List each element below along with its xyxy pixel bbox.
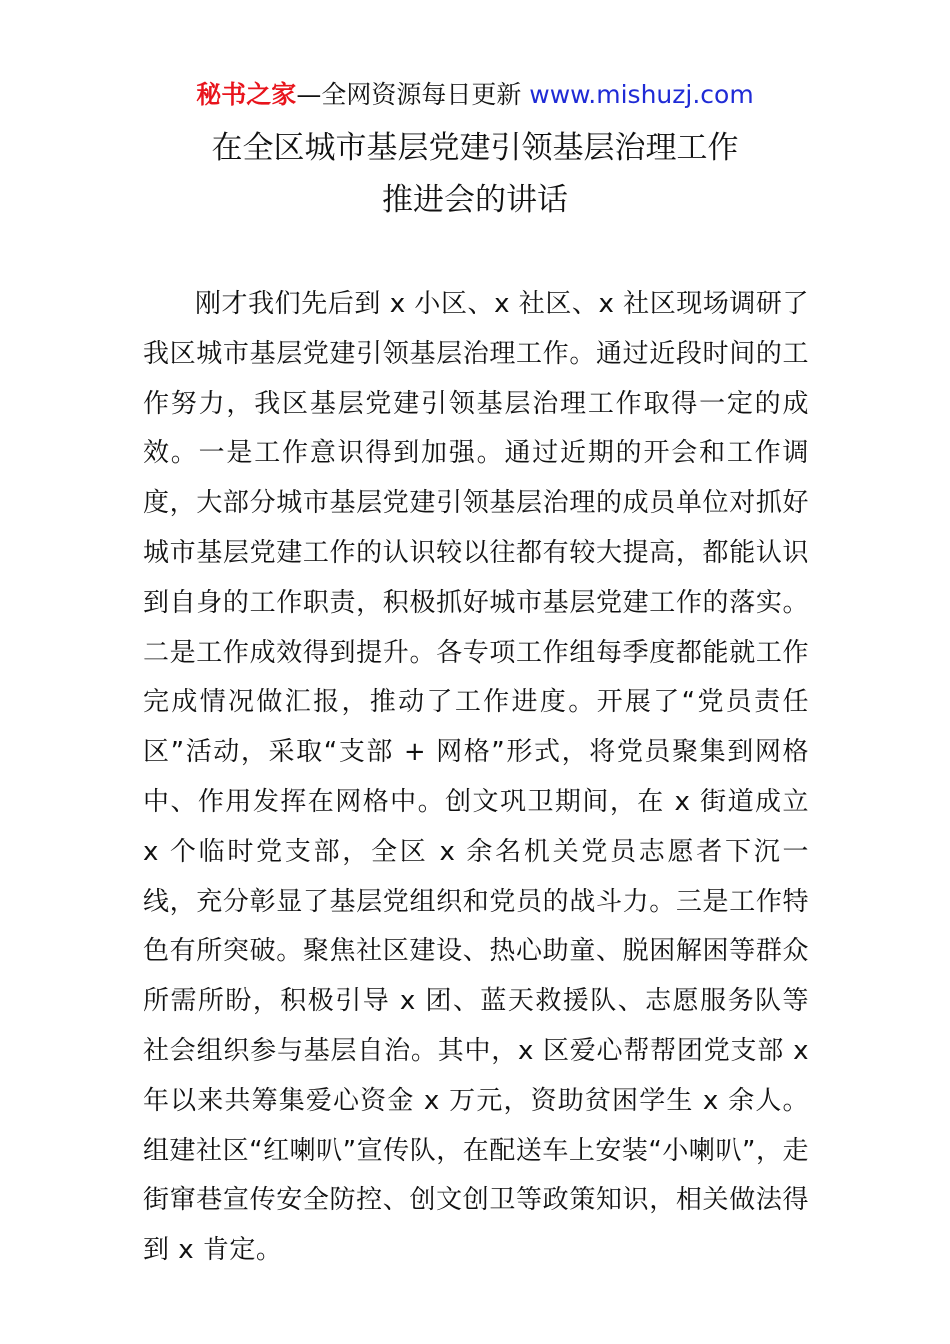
brand-name: 秘书之家 bbox=[196, 80, 297, 109]
header-tagline: —全网资源每日更新 bbox=[296, 80, 530, 109]
document-title-line-2: 推进会的讲话 bbox=[382, 182, 568, 218]
site-header bbox=[0, 78, 950, 112]
site-url[interactable]: www.mishuzj.com bbox=[529, 80, 754, 109]
document-title-line-1: 在全区城市基层党建引领基层治理工作 bbox=[211, 130, 739, 166]
body-paragraph: 刚才我们先后到 x 小区、x 社区、x 社区现场调研了我区城市基层党建引领基层治理工作。通过近段时间的工作努力，我区基层党建引领基层治理工作取得一定的成效。一是工作意识得到加强。通过近期的开会和工作调度，大部分城市基层党建引领基层治理的成员单位对抓好城市基层党建工作的认识较以往都有较大提高，都能认识到自身的工作职责，积极抓好城市基层党建工作的落实。二是工作成效得到提升。各专项工作组每季度都能就工作完成情况做汇报，推动了工作进度。开展了“党员责任区”活动，采取“支部 + 网格”形式，将党员聚集到网格中、作用发挥在网格中。创文巩卫期间，在 x 街道成立 x 个临时党支部，全区 x 余名机关党员志愿者下沉一线，充分彰显了基层党组织和党员的战斗力。三是工作特色有所突破。聚焦社区建设、热心助童、脱困解困等群众所需所盼，积极引导 x 团、蓝天救援队、志愿服务队等社会组织参与基层自治。其中，x 区爱心帮帮团党支部 x 年以来共筹集爱心资金 x 万元，资助贫困学生 x 余人。组建社区“红喇叭”宣传队，在配送车上安装“小喇叭”，走街窜巷宣传安全防控、创文创卫等政策知识，相关做法得到 x 肯定。 bbox=[143, 289, 809, 1266]
